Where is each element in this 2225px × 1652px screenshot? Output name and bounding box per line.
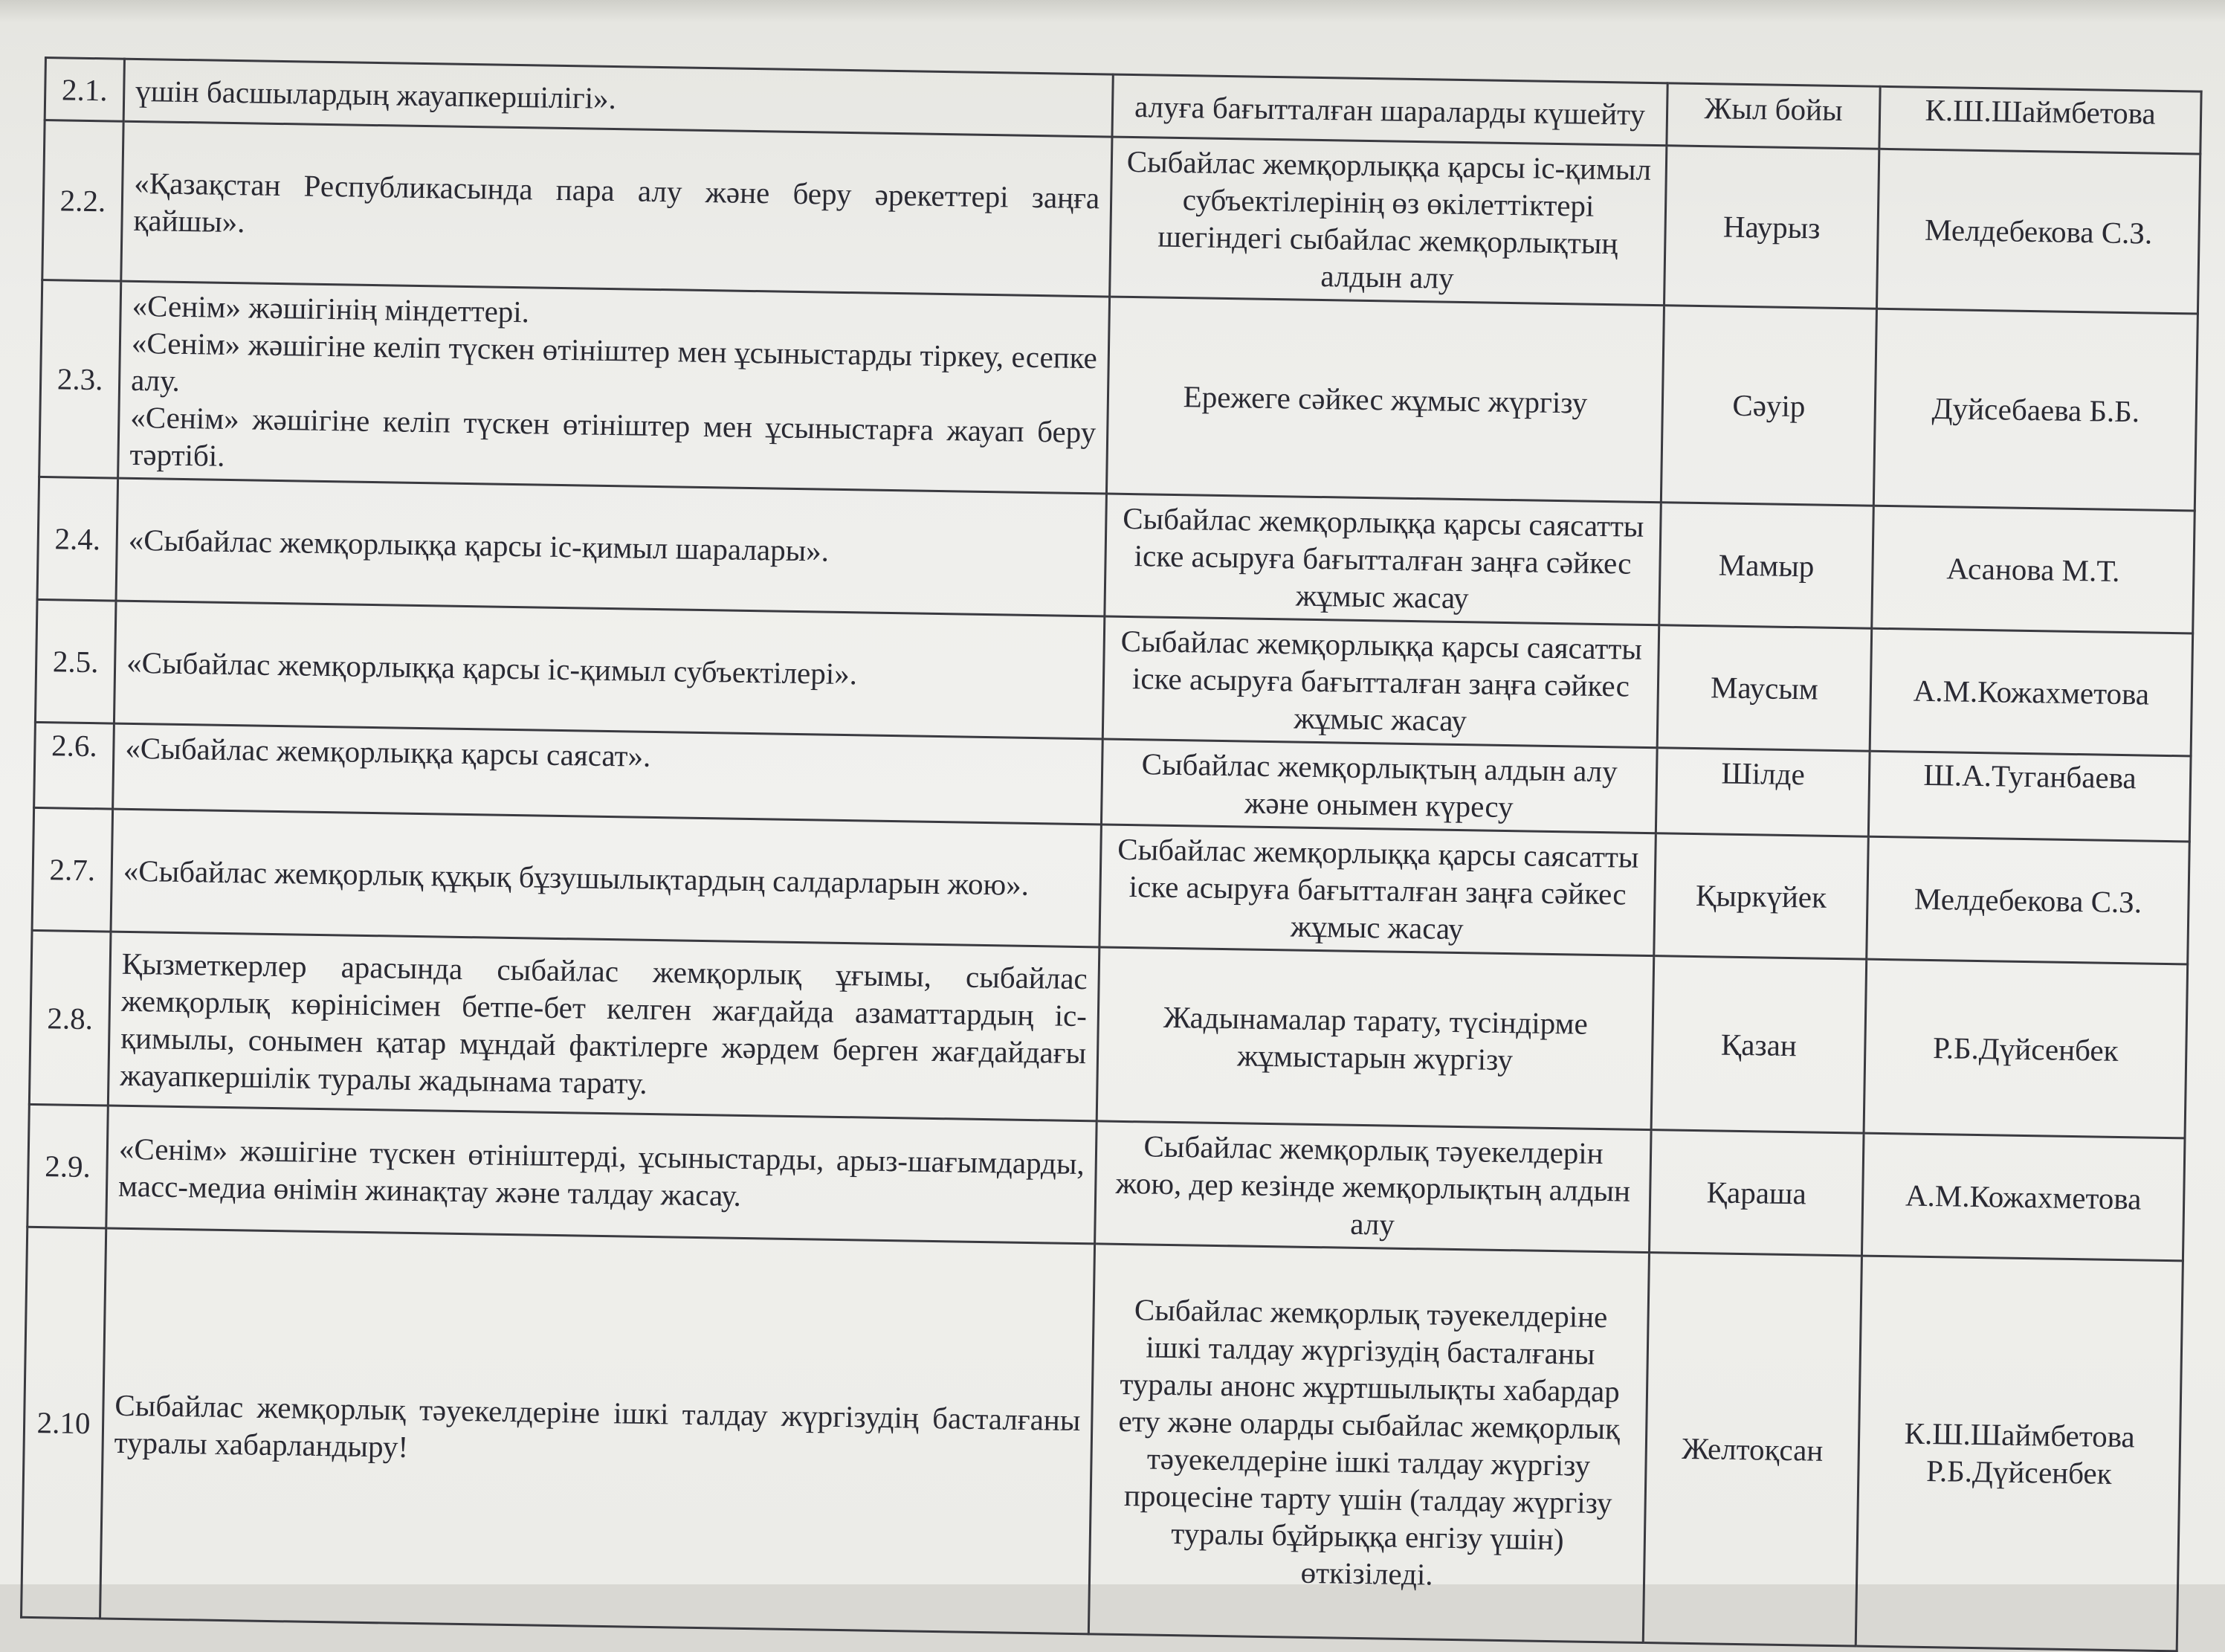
row-number: 2.6. [34, 722, 114, 809]
row-measure: Сыбайлас жемқорлыққа қарсы саясатты іске асыруға бағытталған заңға сәйкес жұмыс жасау [1099, 825, 1656, 956]
row-responsible: Асанова М.Т. [1872, 506, 2195, 633]
anti-corruption-plan-table [20, 57, 2203, 1652]
row-period: Сәуір [1661, 306, 1876, 506]
row-number: 2.9. [28, 1104, 109, 1228]
row-topic [100, 1228, 1095, 1634]
row-period: Қыркүйек [1654, 833, 1869, 959]
topic-line: «Қазақстан Республикасында пара алу және беру әрекеттері заңға қайшы». [133, 165, 1100, 239]
row-number: 2.2. [42, 120, 123, 282]
row-number: 2.5. [35, 599, 116, 723]
row-measure: Сыбайлас жемқорлықтың алдын алу және онымен күресу [1101, 739, 1657, 833]
row-measure: алуға бағытталған шараларды күшейту [1112, 74, 1667, 146]
row-responsible: К.Ш.Шаймбетова [1879, 86, 2201, 154]
row-period: Шілде [1656, 748, 1870, 836]
topic-line: «Сыбайлас жемқорлыққа қарсы саясат». [125, 730, 651, 773]
row-topic [116, 478, 1106, 616]
row-responsible: Р.Б.Дүйсенбек [1864, 959, 2188, 1138]
row-responsible: А.М.Кожахметова [1861, 1133, 2185, 1261]
row-topic [106, 1106, 1097, 1244]
row-period: Мамыр [1659, 503, 1874, 628]
topic-line: Қызметкерлер арасында сыбайлас жемқорлық ұғымы, сыбайлас жемқорлық көрінісімен бетпе-бет келген жағдайда азаматтардың іс-қимылы, сонымен қатар мұндай фактілерге жәрдем берген жағдайдағы жауапкершілік туралы жадынама тарату. [120, 946, 1088, 1100]
row-number: 2.1. [45, 58, 124, 122]
row-number: 2.10 [22, 1227, 106, 1619]
topic-line: «Сыбайлас жемқорлық құқық бұзушылықтардың салдарларын жою». [123, 853, 1030, 902]
row-period: Қараша [1649, 1130, 1864, 1256]
row-responsible: А.М.Кожахметова [1870, 628, 2193, 756]
row-measure: Сыбайлас жемқорлыққа қарсы іс-қимыл субъектілерінің өз өкілеттіктері шегіндегі сыбайлас жемқорлықтың алдын алу [1110, 137, 1667, 306]
row-responsible: Мелдебекова С.З. [1867, 836, 2190, 964]
row-measure: Сыбайлас жемқорлыққа қарсы саясатты іске асыруға бағытталған заңға сәйкес жұмыс жасау [1102, 616, 1659, 748]
topic-line: «Сенім» жәшігіне келіп түскен өтініштер мен ұсыныстарға жауап беру тәртібі. [129, 399, 1097, 473]
row-number: 2.3. [39, 280, 121, 478]
row-responsible: Дуйсебаева Б.Б. [1873, 309, 2197, 511]
row-number: 2.8. [29, 930, 111, 1106]
row-topic [121, 121, 1112, 297]
row-measure: Ережеге сәйкес жұмыс жүргізу [1106, 297, 1664, 503]
row-topic [118, 281, 1110, 494]
row-period: Желтоқсан [1643, 1253, 1861, 1646]
row-period: Жыл бойы [1667, 83, 1880, 149]
row-measure: Жадынамалар тарату, түсіндірме жұмыстарын жүргізу [1097, 947, 1654, 1130]
topic-line: «Сыбайлас жемқорлыққа қарсы іс-қимыл шаралары». [128, 522, 830, 568]
row-measure: Сыбайлас жемқорлыққа қарсы саясатты іске асыруға бағытталған заңға сәйкес жұмыс жасау [1105, 494, 1661, 625]
row-topic [108, 932, 1099, 1121]
topic-line: «Сенім» жәшігінің міндеттері. [132, 288, 530, 329]
table-row [39, 280, 2198, 511]
row-number: 2.4. [37, 477, 118, 601]
topic-line: «Сенім» жәшігіне келіп түскен өтініштер мен ұсыныстарды тіркеу, есепке алу. [130, 325, 1098, 398]
row-measure: Сыбайлас жемқорлық тәуекелдеріне ішкі талдау жүргізудің басталғаны туралы анонс жұртшылықты хабардар ету және оларды сыбайлас жемқорлық тәуекелдеріне ішкі талдау жүргізу процесіне тарту үшін (талдау жүргізу туралы бұйрыққа енгізу үшін) өткізіледі. [1088, 1244, 1649, 1643]
row-topic [113, 723, 1103, 825]
topic-line: үшін басшылардың жауапкершілігі». [135, 73, 617, 115]
table-row [22, 1227, 2183, 1651]
row-measure: Сыбайлас жемқорлық тәуекелдерін жою, дер кезінде жемқорлықтың алдын алу [1095, 1121, 1651, 1253]
topic-line: «Сыбайлас жемқорлыққа қарсы іс-қимыл субъектілері». [126, 645, 858, 691]
row-topic [111, 809, 1101, 947]
plan-table-wrapper [21, 57, 2200, 1592]
row-period: Наурыз [1664, 146, 1879, 309]
row-responsible: К.Ш.Шаймбетова Р.Б.Дүйсенбек [1856, 1256, 2183, 1651]
row-responsible: Ш.А.Туганбаева [1868, 751, 2191, 842]
row-number: 2.7. [32, 807, 113, 932]
row-topic [114, 601, 1104, 739]
table-row [29, 930, 2187, 1138]
row-period: Маусым [1657, 625, 1872, 751]
row-responsible: Мелдебекова С.З. [1876, 149, 2200, 314]
row-period: Қазан [1651, 956, 1867, 1133]
topic-line: «Сенім» жәшігіне түскен өтініштерді, ұсыныстарды, арыз-шағымдарды, масс-медиа өнімін жинақтау және талдау жасау. [117, 1131, 1085, 1213]
topic-line: Сыбайлас жемқорлық тәуекелдеріне ішкі талдау жүргізудің басталғаны туралы хабарландыру! [114, 1387, 1081, 1464]
